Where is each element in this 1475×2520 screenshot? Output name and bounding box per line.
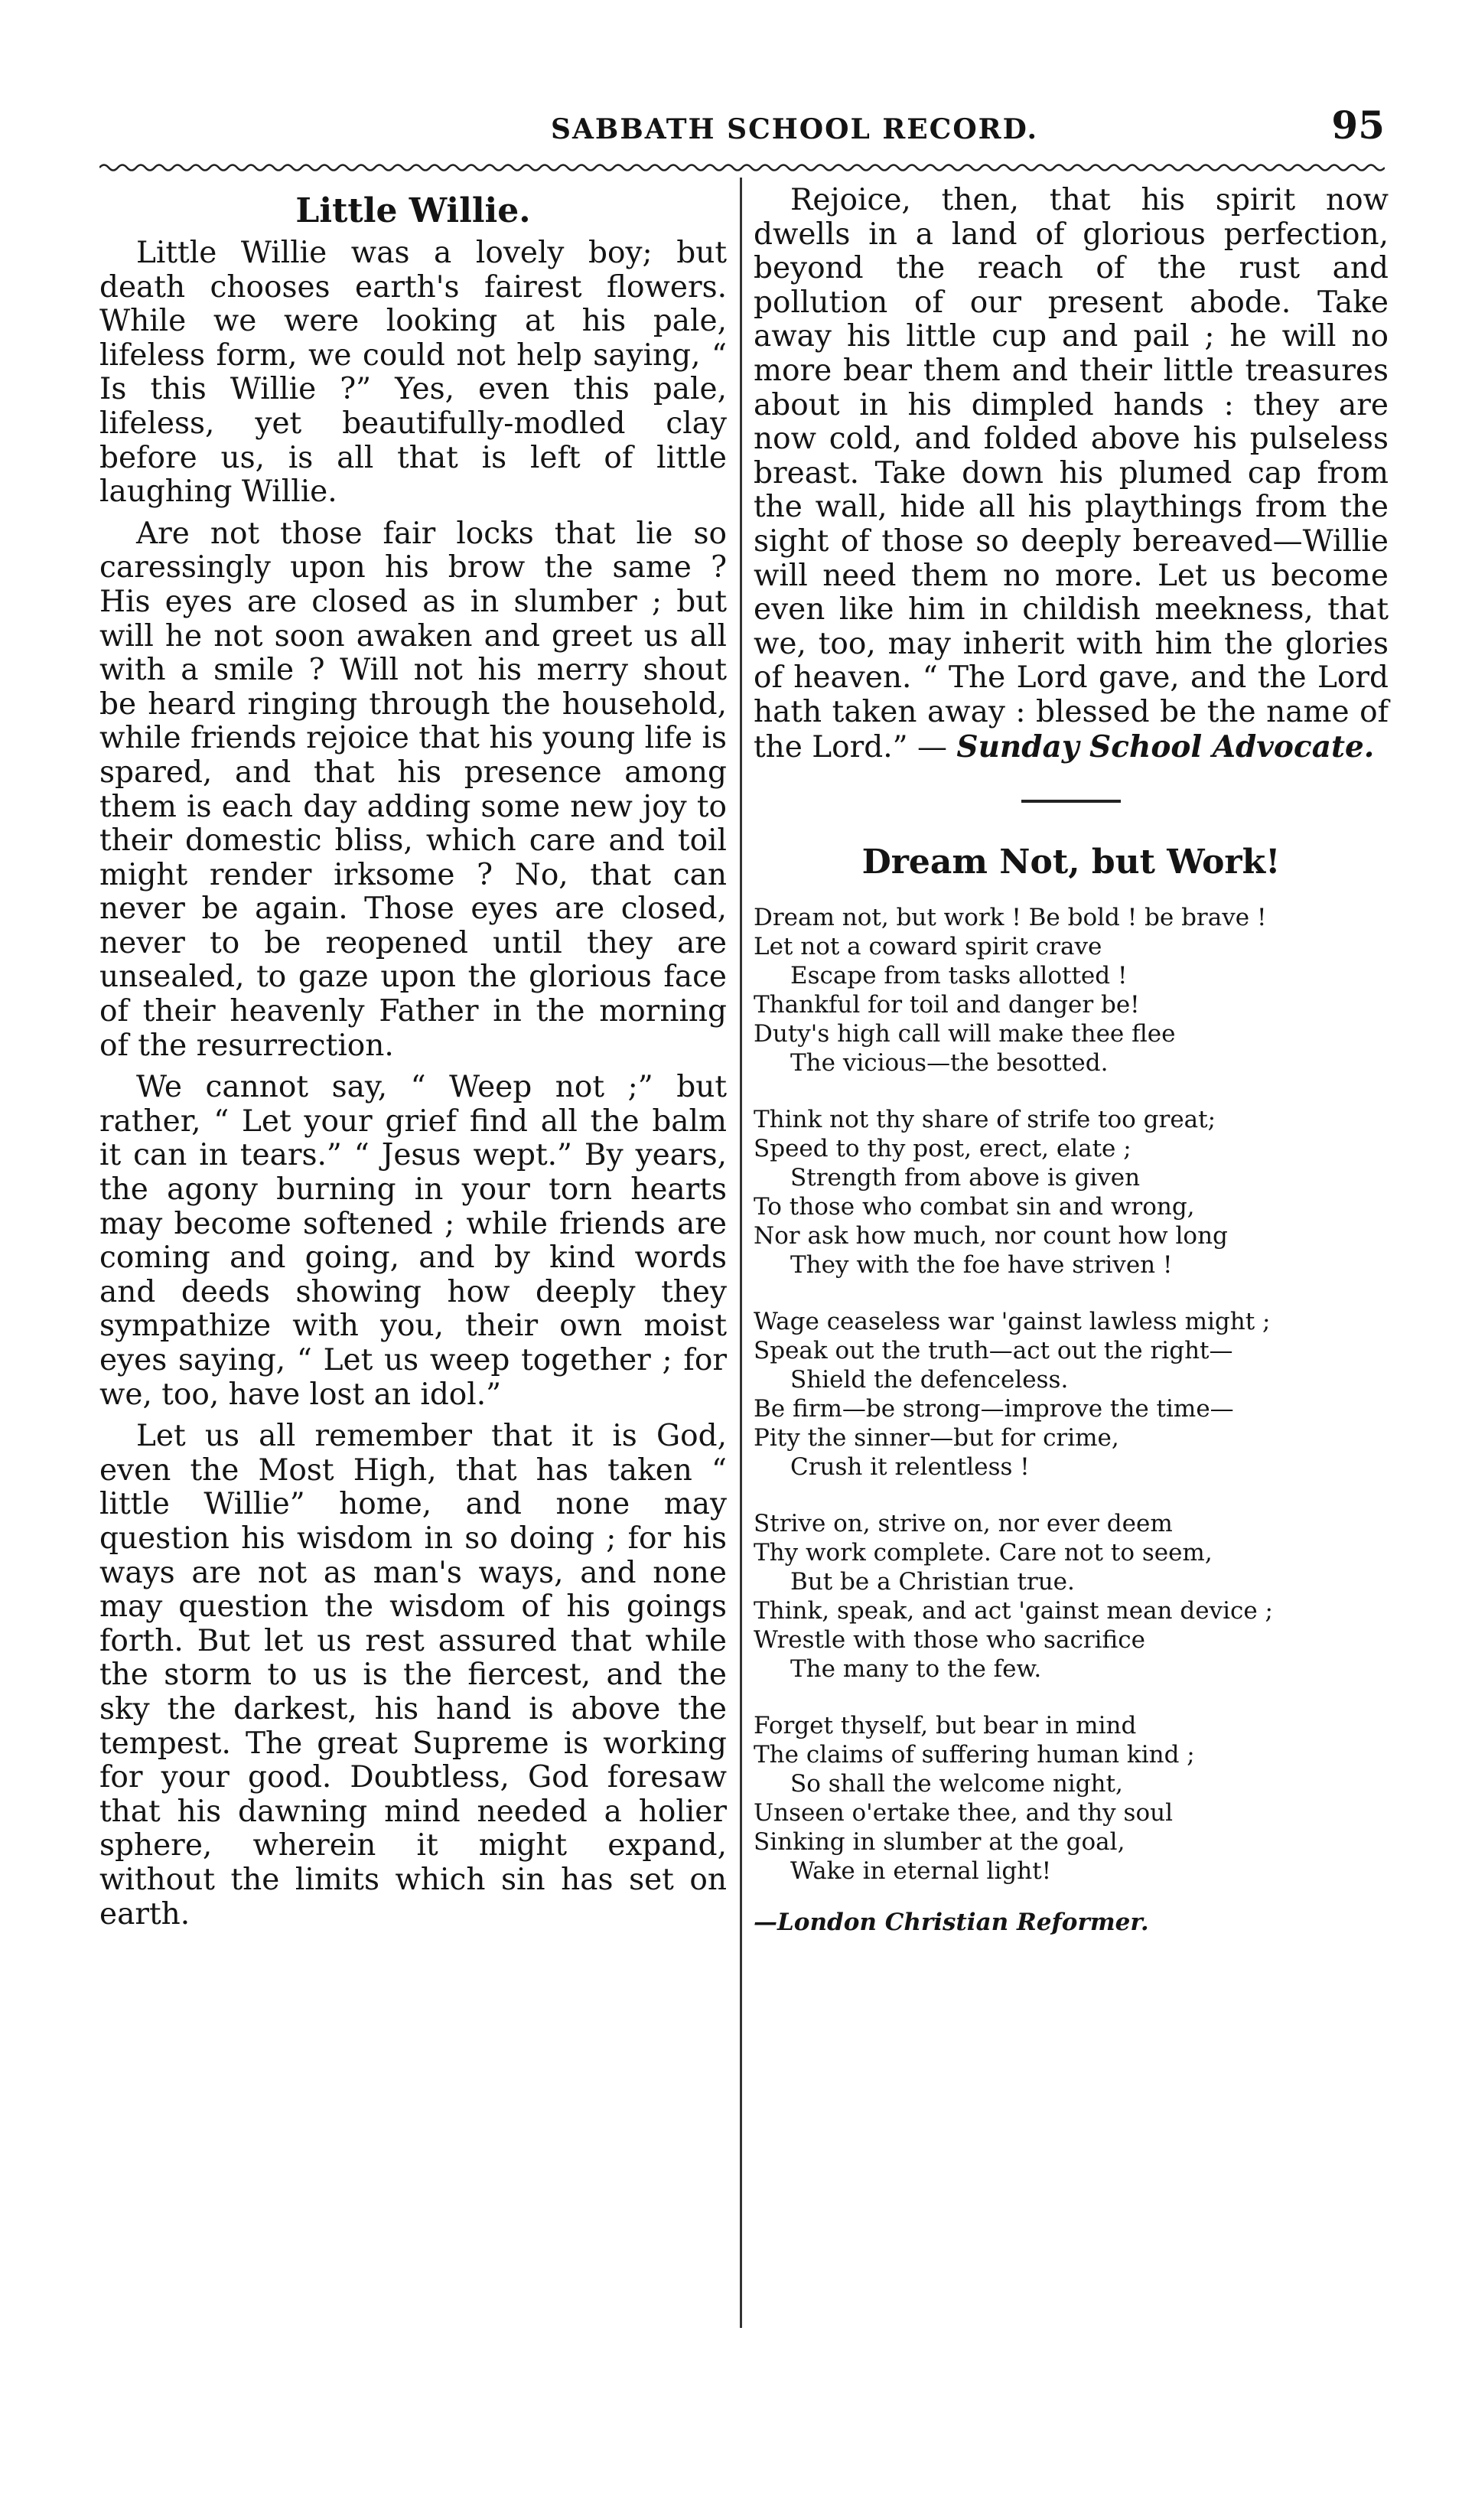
poem-title: Dream Not, but Work! <box>861 843 1281 882</box>
poem-line: So shall the welcome night, <box>790 1770 1123 1798</box>
poem-line: To those who combat sin and wrong, <box>754 1193 1195 1221</box>
source-credit: Sunday School Advocate. <box>956 729 1375 764</box>
article-paragraph-2: Are not those fair locks that lie so caressingly upon his brow the same ? His eyes are closed as in slumber ; but will he not soon awaken and greet us all with a smile ? Will not his merry shout be heard ringing through the household, while friends rejoice that his young life is spared, and that his presence among them is each day adding some new joy to their domestic bliss, which care and toil might render irksome ? No, that can never be again. Those eyes are closed, never to be reopened until they are unsealed, to gaze upon the glorious face of their heavenly Father in the morning of the resurrection. <box>99 516 727 1063</box>
poem-attribution: —London Christian Reformer. <box>754 1909 1149 1937</box>
poem-line: Unseen o'ertake thee, and thy soul <box>754 1799 1173 1827</box>
poem-line: Shield the defenceless. <box>790 1366 1069 1394</box>
poem-line: Crush it relentless ! <box>790 1453 1030 1482</box>
page-number: 95 <box>1331 103 1385 148</box>
poem-line: Think, speak, and act 'gainst mean device ; <box>754 1597 1274 1625</box>
poem-line: They with the foe have striven ! <box>790 1251 1173 1280</box>
article-title: Little Willie. <box>295 191 531 230</box>
poem-line: Duty's high call will make thee flee <box>754 1020 1176 1048</box>
poem-line: Speak out the truth—act out the right— <box>754 1337 1233 1365</box>
poem-line: Think not thy share of strife too great; <box>754 1106 1216 1134</box>
poem-line: Dream not, but work ! Be bold ! be brave ! <box>754 904 1267 932</box>
poem-line: Speed to thy post, erect, elate ; <box>754 1135 1131 1163</box>
poem-line: Sinking in slumber at the goal, <box>754 1828 1125 1857</box>
continuation-text: Rejoice, then, that his spirit now dwells in a land of glorious perfection, beyond the reach of the rust and pollution of our present abode. Take away his little cup and pail ; he will no more bear them and their little treasures about in his dimpled hands : they are now cold, and folded above his pulseless breast. Take down his plumed cap from the wall, hide all his playthings from the sight of those so deeply bereaved—Willie will need them no more. Let us become even like him in childish meekness, that we, too, may inherit with him the glories of heaven. “ The Lord gave, and the Lord hath taken away : blessed be the name of the Lord.” — <box>754 183 1389 764</box>
poem-line: The claims of suffering human kind ; <box>754 1741 1195 1769</box>
left-column <box>99 184 727 1932</box>
poem-line: Strive on, strive on, nor ever deem <box>754 1510 1173 1538</box>
poem-stanza-3 <box>754 1307 1389 1482</box>
poem-line: The many to the few. <box>790 1655 1042 1684</box>
poem-line: Strength from above is given <box>790 1164 1141 1192</box>
column-divider <box>740 178 742 2328</box>
poem-stanza-2 <box>754 1105 1389 1280</box>
poem-stanza-5 <box>754 1711 1389 1886</box>
article-paragraph-1: Little Willie was a lovely boy; but death chooses earth's fairest flowers. While we were looking at his pale, lifeless form, we could not help saying, “ Is this Willie ?” Yes, even this pale, lifeless, yet beautifully-modled clay before us, is all that is left of little laughing Willie. <box>99 236 727 510</box>
article-continuation <box>754 184 1389 764</box>
poem-line: Let not a coward spirit crave <box>754 933 1102 961</box>
poem-stanza-1 <box>754 903 1389 1077</box>
right-column <box>754 184 1389 1936</box>
article-paragraph-4: Let us all remember that it is God, even the Most High, that has taken “ little Willie” home, and none may question his wisdom in so doing ; for his ways are not as man's ways, and none may question the wisdom of his goings forth. But let us rest assured that while the storm to us is the fiercest, and the sky the darkest, his hand is above the tempest. The great Supreme is working for your good. Doubtless, God foresaw that his dawning mind needed a holier sphere, wherein it might expand, without the limits which sin has set on earth. <box>99 1419 727 1932</box>
poem-line: Pity the sinner—but for crime, <box>754 1424 1119 1452</box>
poem-line: The vicious—the besotted. <box>790 1049 1109 1077</box>
poem-line: Wake in eternal light! <box>790 1857 1052 1886</box>
running-title: SABBATH SCHOOL RECORD. <box>551 113 1039 145</box>
wavy-rule <box>99 161 1385 174</box>
poem-line: Thankful for toil and danger be! <box>754 991 1140 1019</box>
poem-stanza-4 <box>754 1509 1389 1684</box>
poem-line: Nor ask how much, nor count how long <box>754 1222 1228 1250</box>
article-paragraph-3: We cannot say, “ Weep not ;” but rather, “ Let your grief find all the balm it can in tears.” “ Jesus wept.” By years, the agony burning in your torn hearts may become softened ; while friends are coming and going, and by kind words and deeds showing how deeply they sympathize with you, their own moist eyes saying, “ Let us weep together ; for we, too, have lost an idol.” <box>99 1070 727 1412</box>
poem-line: Wrestle with those who sacrifice <box>754 1626 1145 1654</box>
page-header <box>99 103 1385 167</box>
poem-line: Thy work complete. Care not to seem, <box>754 1539 1213 1567</box>
poem-line: But be a Christian true. <box>790 1568 1075 1596</box>
poem-line: Forget thyself, but bear in mind <box>754 1712 1137 1740</box>
poem-line: Wage ceaseless war 'gainst lawless might ; <box>754 1308 1271 1336</box>
section-divider <box>1021 800 1121 803</box>
poem-line: Escape from tasks allotted ! <box>790 962 1128 990</box>
poem-line: Be firm—be strong—improve the time— <box>754 1395 1234 1423</box>
